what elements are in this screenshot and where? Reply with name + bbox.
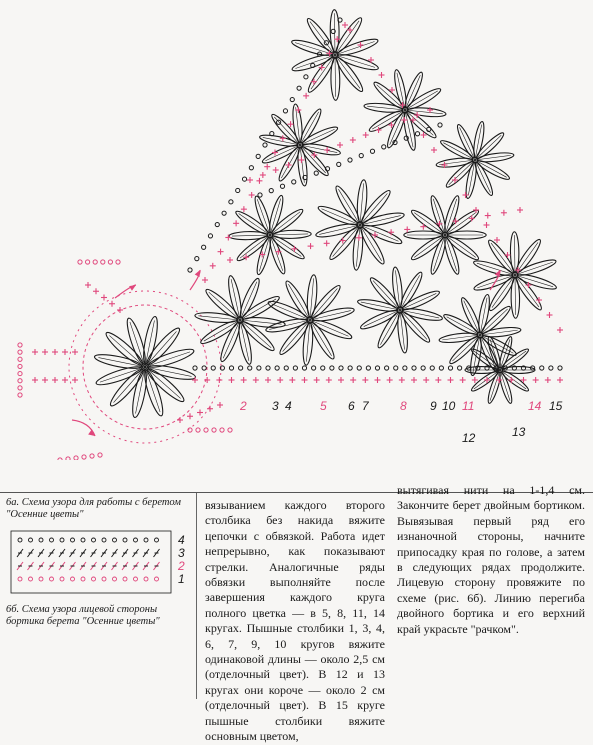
wedge-flower-12 (439, 294, 522, 376)
border-chart-box (11, 531, 171, 593)
bottom-lobe-crosses (177, 402, 223, 423)
bottom-lobe-chain (188, 428, 232, 432)
left-lobe-crosses-2 (32, 377, 78, 383)
wedge-flower-8 (229, 194, 312, 275)
row-number: 15 (549, 399, 563, 413)
wedge-flower-4 (259, 104, 341, 187)
wedge-flower-5 (315, 179, 405, 270)
column-3-paragraph: вытягивая нити на 1-1,4 см. Закончите берет двойным бортиком. Вывязывая первый ряд его изнаночной стороны, начните припосадку края по голове, а затем в следующих рядах продолжите. Лицевую сторону провяжите по схеме (рис. 6б). Линию перегиба двойного бортика и его верхний край украсьте "рачком". (397, 483, 585, 636)
row-number: 14 (528, 399, 542, 413)
column-rule (196, 493, 197, 699)
right-edge-crosses (347, 27, 563, 333)
row-number: 8 (400, 399, 407, 413)
row-number: 6 (348, 399, 355, 413)
chart-artwork (18, 10, 563, 460)
text-column-3 (397, 483, 585, 637)
bottom-left-lobe-chain (58, 453, 102, 460)
row-number: 9 (430, 399, 437, 413)
row-number: 11 (462, 399, 475, 413)
direction-arrow-2 (72, 420, 95, 436)
wedge-flower-11 (357, 267, 443, 354)
left-lobe-chain (18, 343, 22, 397)
row-number: 4 (285, 399, 292, 413)
wedge-flower-3 (436, 121, 515, 199)
top-lobe-crosses (85, 282, 123, 313)
wedge-flower-2 (364, 69, 447, 151)
left-lobe-crosses (32, 349, 78, 355)
border-row-number: 2 (178, 559, 185, 573)
column-2-paragraph: вязыванием каждого второго столбика без накида вяжите цепочки с обвязкой. Работа идет непрерывно, как показывают стрелки. Аналогичные ряды обвязки выполняйте после завершения каждого круга полного цветка — в 5, 8, 11, 14 кругах. Пышные столбики 1, 3, 4, 6, 7, 9, 10 кругов вяжите одинаковой длины — около 2,5 см (отделочный цвет). В 12 и 13 кругах они короче — около 2 см (отделочный цвет). В 15 круге пышные столбики вяжите основным цветом, (205, 498, 385, 744)
center-flower-petals (94, 316, 197, 419)
row-number: 2 (240, 399, 247, 413)
border-row-labels (177, 533, 185, 586)
row-number: 12 (462, 431, 476, 445)
row-number: 10 (442, 399, 456, 413)
text-column-2 (205, 498, 385, 745)
row-number-labels (239, 399, 563, 445)
direction-arrow-3 (190, 270, 200, 290)
wedge-flower-9 (194, 275, 285, 365)
caption-6a: 6а. Схема узора для работы с беретом "Осенние цветы" (6, 497, 181, 520)
border-row-number: 3 (178, 546, 185, 560)
border-row-number: 4 (178, 533, 185, 547)
direction-arrow-1 (115, 285, 136, 298)
border-pattern-chart (10, 530, 192, 598)
row-number: 3 (272, 399, 279, 413)
wedge-flower-1 (290, 10, 379, 101)
wedge-flower-7 (472, 232, 557, 319)
row-number: 7 (362, 399, 369, 413)
top-lobe-chain (78, 260, 120, 264)
row-number: 13 (512, 425, 526, 439)
border-row-number: 1 (178, 572, 185, 586)
inner-row-crosses-1 (247, 107, 433, 183)
row-number: 5 (320, 399, 327, 413)
border-chart-artwork (11, 531, 171, 593)
caption-6b: 6б. Схема узора лицевой стороны бортика берета "Осенние цветы" (6, 604, 160, 627)
